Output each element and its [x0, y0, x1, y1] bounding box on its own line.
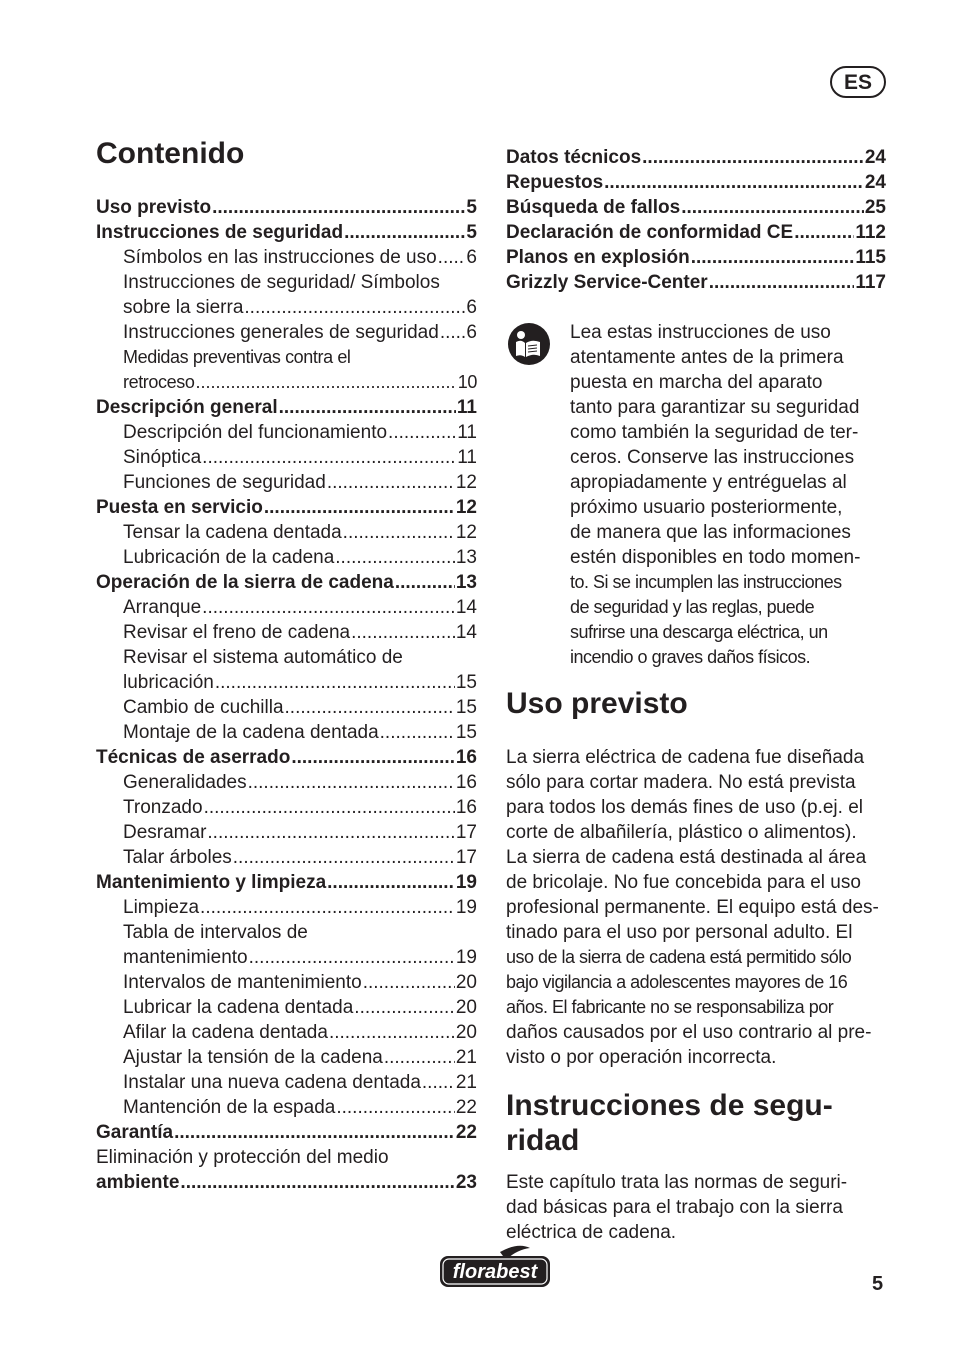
toc-entry-page: 17 [455, 847, 477, 868]
toc-entry [96, 1095, 477, 1120]
toc-entry-label: Sinóptica [123, 447, 202, 468]
toc-entry [96, 345, 477, 370]
toc-leader-dots [279, 395, 456, 420]
text-line: sufrirse una descarga eléctrica, un [570, 622, 828, 642]
toc-entry-page: 11 [457, 422, 477, 443]
toc-entry [96, 995, 477, 1020]
toc-entry-page: 115 [855, 247, 886, 268]
toc-entry [96, 495, 477, 520]
toc-entry [96, 845, 477, 870]
toc-entry-page: 5 [466, 197, 477, 218]
toc-entry [96, 720, 477, 745]
toc-entry-page: 14 [455, 597, 477, 618]
text-line: como también la seguridad de ter- [570, 422, 859, 443]
toc-leader-dots [351, 620, 455, 645]
toc-entry-page: 23 [455, 1172, 477, 1193]
toc-entry-label: Operación de la sierra de cadena [96, 572, 394, 593]
toc-entry [96, 1070, 477, 1095]
toc-entry-label: Eliminación y protección del medio [96, 1147, 389, 1168]
toc-entry [96, 870, 477, 895]
text-line: La sierra eléctrica de cadena fue diseñada [506, 747, 865, 768]
toc-entry-page: 19 [455, 947, 477, 968]
toc-entry-page: 11 [456, 397, 477, 418]
toc-entry-label: Talar árboles [123, 847, 232, 868]
text-line: tinado para el uso por personal adulto. El [506, 922, 853, 943]
toc-entry [96, 545, 477, 570]
toc-leader-dots [642, 145, 864, 170]
toc-entry-label: Instrucciones de seguridad/ Símbolos [123, 272, 440, 293]
toc-entry [96, 795, 477, 820]
toc-entry-page: 19 [455, 872, 477, 893]
toc-entry-page: 14 [455, 622, 477, 643]
text-line: de seguridad y las reglas, puede [570, 597, 815, 617]
toc-entry [96, 270, 477, 295]
toc-entry-page: 24 [864, 147, 886, 168]
language-badge: ES [830, 66, 886, 98]
toc-leader-dots [344, 220, 465, 245]
toc-entry-page: 22 [455, 1122, 477, 1143]
toc-leader-dots [327, 470, 455, 495]
toc-entry [96, 1045, 477, 1070]
toc-leader-dots [204, 795, 455, 820]
toc-leader-dots [202, 595, 455, 620]
toc-entry [96, 370, 477, 395]
text-line: años. El fabricante no se responsabiliza por [506, 997, 834, 1017]
text-line: daños causados por el uso contrario al pre- [506, 1022, 872, 1043]
toc-entry-label: Cambio de cuchilla [123, 697, 284, 718]
toc-entry [506, 270, 886, 295]
toc-entry [96, 970, 477, 995]
toc-entry-label: Montaje de la cadena dentada [123, 722, 379, 743]
toc-entry-label: retroceso [123, 372, 195, 392]
toc-entry-page: 6 [466, 247, 477, 268]
toc-entry-label: ambiente [96, 1172, 180, 1193]
toc-leader-dots [200, 895, 455, 920]
toc-entry-page: 117 [855, 272, 886, 293]
toc-leader-dots [395, 570, 455, 595]
toc-entry-label: Declaración de conformidad CE [506, 222, 794, 243]
uso-previsto-text [506, 745, 888, 1070]
toc-entry [96, 895, 477, 920]
toc-entry-label: Técnicas de aserrado [96, 747, 291, 768]
toc-entry-page: 15 [455, 697, 477, 718]
toc-leader-dots [681, 195, 864, 220]
toc-leader-dots [343, 520, 455, 545]
toc-leader-dots [248, 770, 455, 795]
toc-entry-label: Medidas preventivas contra el [123, 347, 351, 367]
text-line: to. Si se incumplen las instrucciones [570, 572, 842, 592]
toc-entry-page: 16 [455, 797, 477, 818]
toc-entry-page: 16 [455, 772, 477, 793]
toc-entry [96, 420, 477, 445]
toc-leader-dots [233, 845, 455, 870]
toc-entry-label: Descripción general [96, 397, 278, 418]
toc-leader-dots [388, 420, 456, 445]
toc-leader-dots [180, 1170, 454, 1195]
toc-leader-dots [249, 945, 455, 970]
text-line: profesional permanente. El equipo está des- [506, 897, 879, 918]
toc-leader-dots [195, 370, 456, 395]
toc-leader-dots [354, 995, 455, 1020]
toc-entry-label: Intervalos de mantenimiento [123, 972, 362, 993]
florabest-logo [438, 1244, 552, 1290]
toc-entry-page: 16 [455, 747, 477, 768]
text-line: de bricolaje. No fue concebida para el uso [506, 872, 861, 893]
toc-entry-label: Arranque [123, 597, 202, 618]
toc-entry-page: 19 [455, 897, 477, 918]
toc-entry-label: Descripción del funcionamiento [123, 422, 388, 443]
toc-leader-dots [215, 670, 455, 695]
toc-entry [96, 570, 477, 595]
text-line: eléctrica de cadena. [506, 1222, 677, 1243]
toc-entry [96, 1020, 477, 1045]
toc-column-left [96, 195, 477, 1195]
toc-leader-dots [380, 720, 455, 745]
toc-entry-label: Ajustar la tensión de la cadena [123, 1047, 383, 1068]
text-line: bajo vigilancia a adolescentes mayores de 16 [506, 972, 848, 992]
toc-entry-label: Generalidades [123, 772, 247, 793]
toc-entry-label: Puesta en servicio [96, 497, 263, 518]
toc-leader-dots [709, 270, 855, 295]
toc-entry-label: Instrucciones de seguridad [96, 222, 344, 243]
toc-entry [96, 820, 477, 845]
toc-entry-label: mantenimiento [123, 947, 248, 968]
toc-entry-label: Funciones de seguridad [123, 472, 326, 493]
text-line: atentamente antes de la primera [570, 347, 844, 368]
toc-leader-dots [291, 745, 455, 770]
toc-entry [96, 195, 477, 220]
toc-entry-page: 13 [455, 572, 477, 593]
toc-entry-label: Tensar la cadena dentada [123, 522, 342, 543]
toc-leader-dots [174, 1120, 455, 1145]
toc-entry-label: Revisar el freno de cadena [123, 622, 351, 643]
toc-leader-dots [212, 195, 465, 220]
toc-entry-page: 13 [455, 547, 477, 568]
heading-line: ridad [506, 1124, 580, 1157]
toc-entry-page: 12 [455, 522, 477, 543]
toc-entry-label: sobre la sierra [123, 297, 244, 318]
toc-leader-dots [336, 1095, 455, 1120]
toc-entry [96, 945, 477, 970]
toc-entry [96, 445, 477, 470]
toc-entry-label: Datos técnicos [506, 147, 642, 168]
text-line: dad básicas para el trabajo con la sierra [506, 1197, 843, 1218]
text-line: tanto para garantizar su seguridad [570, 397, 860, 418]
toc-leader-dots [264, 495, 455, 520]
toc-entry-label: Afilar la cadena dentada [123, 1022, 328, 1043]
toc-entry-page: 11 [457, 447, 477, 468]
toc-column-right [506, 145, 886, 295]
toc-leader-dots [202, 445, 456, 470]
toc-entry [96, 645, 477, 670]
toc-entry-label: Símbolos en las instrucciones de uso [123, 247, 437, 268]
toc-entry [96, 470, 477, 495]
text-line: próximo usuario posteriormente, [570, 497, 843, 518]
toc-entry-label: Instrucciones generales de seguridad [123, 322, 439, 343]
toc-entry-label: Garantía [96, 1122, 174, 1143]
text-line: La sierra de cadena está destinada al área [506, 847, 867, 868]
toc-entry-page: 10 [457, 372, 477, 392]
text-line: estén disponibles en todo momen- [570, 547, 861, 568]
toc-entry [96, 220, 477, 245]
toc-entry [96, 745, 477, 770]
toc-entry-label: Limpieza [123, 897, 200, 918]
toc-entry-page: 17 [455, 822, 477, 843]
toc-entry-page: 24 [864, 172, 886, 193]
toc-leader-dots [794, 220, 854, 245]
toc-entry-label: Grizzly Service-Center [506, 272, 708, 293]
toc-leader-dots [440, 320, 466, 345]
toc-entry [96, 320, 477, 345]
toc-entry [506, 245, 886, 270]
page-number: 5 [872, 1273, 884, 1295]
toc-entry-label: lubricación [123, 672, 214, 693]
toc-entry-page: 25 [864, 197, 886, 218]
toc-entry [96, 595, 477, 620]
toc-entry [96, 920, 477, 945]
read-manual-icon [507, 322, 551, 366]
toc-entry [506, 145, 886, 170]
toc-entry [506, 195, 886, 220]
toc-entry [506, 170, 886, 195]
heading-line: Instrucciones de segu- [506, 1089, 833, 1122]
toc-entry-label: Búsqueda de fallos [506, 197, 681, 218]
toc-entry [96, 245, 477, 270]
toc-leader-dots [691, 245, 855, 270]
toc-entry-page: 12 [455, 472, 477, 493]
toc-entry-page: 20 [455, 1022, 477, 1043]
section-heading-uso-previsto: Uso previsto [506, 687, 688, 720]
text-line: de manera que las informaciones [570, 522, 851, 543]
toc-title: Contenido [96, 137, 245, 170]
text-line: visto o por operación incorrecta. [506, 1047, 777, 1068]
toc-entry-label: Desramar [123, 822, 207, 843]
toc-leader-dots [384, 1045, 455, 1070]
toc-leader-dots [329, 1020, 455, 1045]
toc-leader-dots [335, 545, 455, 570]
toc-entry-page: 5 [466, 222, 477, 243]
toc-leader-dots [422, 1070, 455, 1095]
toc-entry-label: Instalar una nueva cadena dentada [123, 1072, 421, 1093]
text-line: sólo para cortar madera. No está prevista [506, 772, 856, 793]
toc-leader-dots [327, 870, 455, 895]
toc-entry [96, 520, 477, 545]
toc-entry [96, 620, 477, 645]
toc-entry-label: Lubricar la cadena dentada [123, 997, 354, 1018]
toc-entry-label: Repuestos [506, 172, 604, 193]
toc-entry [96, 395, 477, 420]
instrucciones-text [506, 1170, 888, 1245]
text-line: incendio o graves daños físicos. [570, 647, 811, 667]
toc-entry-label: Uso previsto [96, 197, 212, 218]
toc-leader-dots [285, 695, 455, 720]
text-line: apropiadamente y entréguelas al [570, 472, 847, 493]
toc-leader-dots [363, 970, 455, 995]
toc-entry [96, 770, 477, 795]
text-line: puesta en marcha del aparato [570, 372, 823, 393]
toc-entry [96, 295, 477, 320]
toc-entry-page: 21 [455, 1047, 477, 1068]
notice-text [570, 320, 890, 670]
toc-entry-page: 22 [455, 1097, 477, 1118]
toc-entry-label: Lubricación de la cadena [123, 547, 335, 568]
text-line: Lea estas instrucciones de uso [570, 322, 831, 343]
text-line: ceros. Conserve las instrucciones [570, 447, 855, 468]
toc-entry-page: 21 [455, 1072, 477, 1093]
toc-entry-page: 6 [466, 322, 477, 343]
text-line: Este capítulo trata las normas de seguri- [506, 1172, 848, 1193]
section-heading-instrucciones [506, 1088, 833, 1158]
text-line: corte de albañilería, plástico o alimentos). [506, 822, 857, 843]
toc-entry-label: Tronzado [123, 797, 203, 818]
toc-entry-page: 6 [466, 297, 477, 318]
toc-leader-dots [604, 170, 864, 195]
toc-entry-label: Planos en explosión [506, 247, 690, 268]
toc-entry-label: Mantención de la espada [123, 1097, 336, 1118]
text-line: para todos los demás fines de uso (p.ej. el [506, 797, 863, 818]
toc-entry-label: Tabla de intervalos de [123, 922, 308, 943]
toc-entry [506, 220, 886, 245]
toc-entry-page: 15 [455, 722, 477, 743]
toc-entry-page: 12 [455, 497, 477, 518]
toc-entry [96, 670, 477, 695]
toc-entry-page: 20 [455, 997, 477, 1018]
toc-entry-page: 20 [455, 972, 477, 993]
toc-leader-dots [244, 295, 465, 320]
toc-entry-page: 15 [455, 672, 477, 693]
toc-leader-dots [438, 245, 466, 270]
toc-entry-label: Revisar el sistema automático de [123, 647, 403, 668]
toc-entry-label: Mantenimiento y limpieza [96, 872, 327, 893]
toc-entry [96, 1170, 477, 1195]
toc-entry [96, 1145, 477, 1170]
svg-text:florabest: florabest [452, 1261, 538, 1283]
toc-entry [96, 695, 477, 720]
text-line: uso de la sierra de cadena está permitido sólo [506, 947, 852, 967]
toc-entry [96, 1120, 477, 1145]
toc-leader-dots [207, 820, 454, 845]
toc-entry-page: 112 [855, 222, 886, 243]
